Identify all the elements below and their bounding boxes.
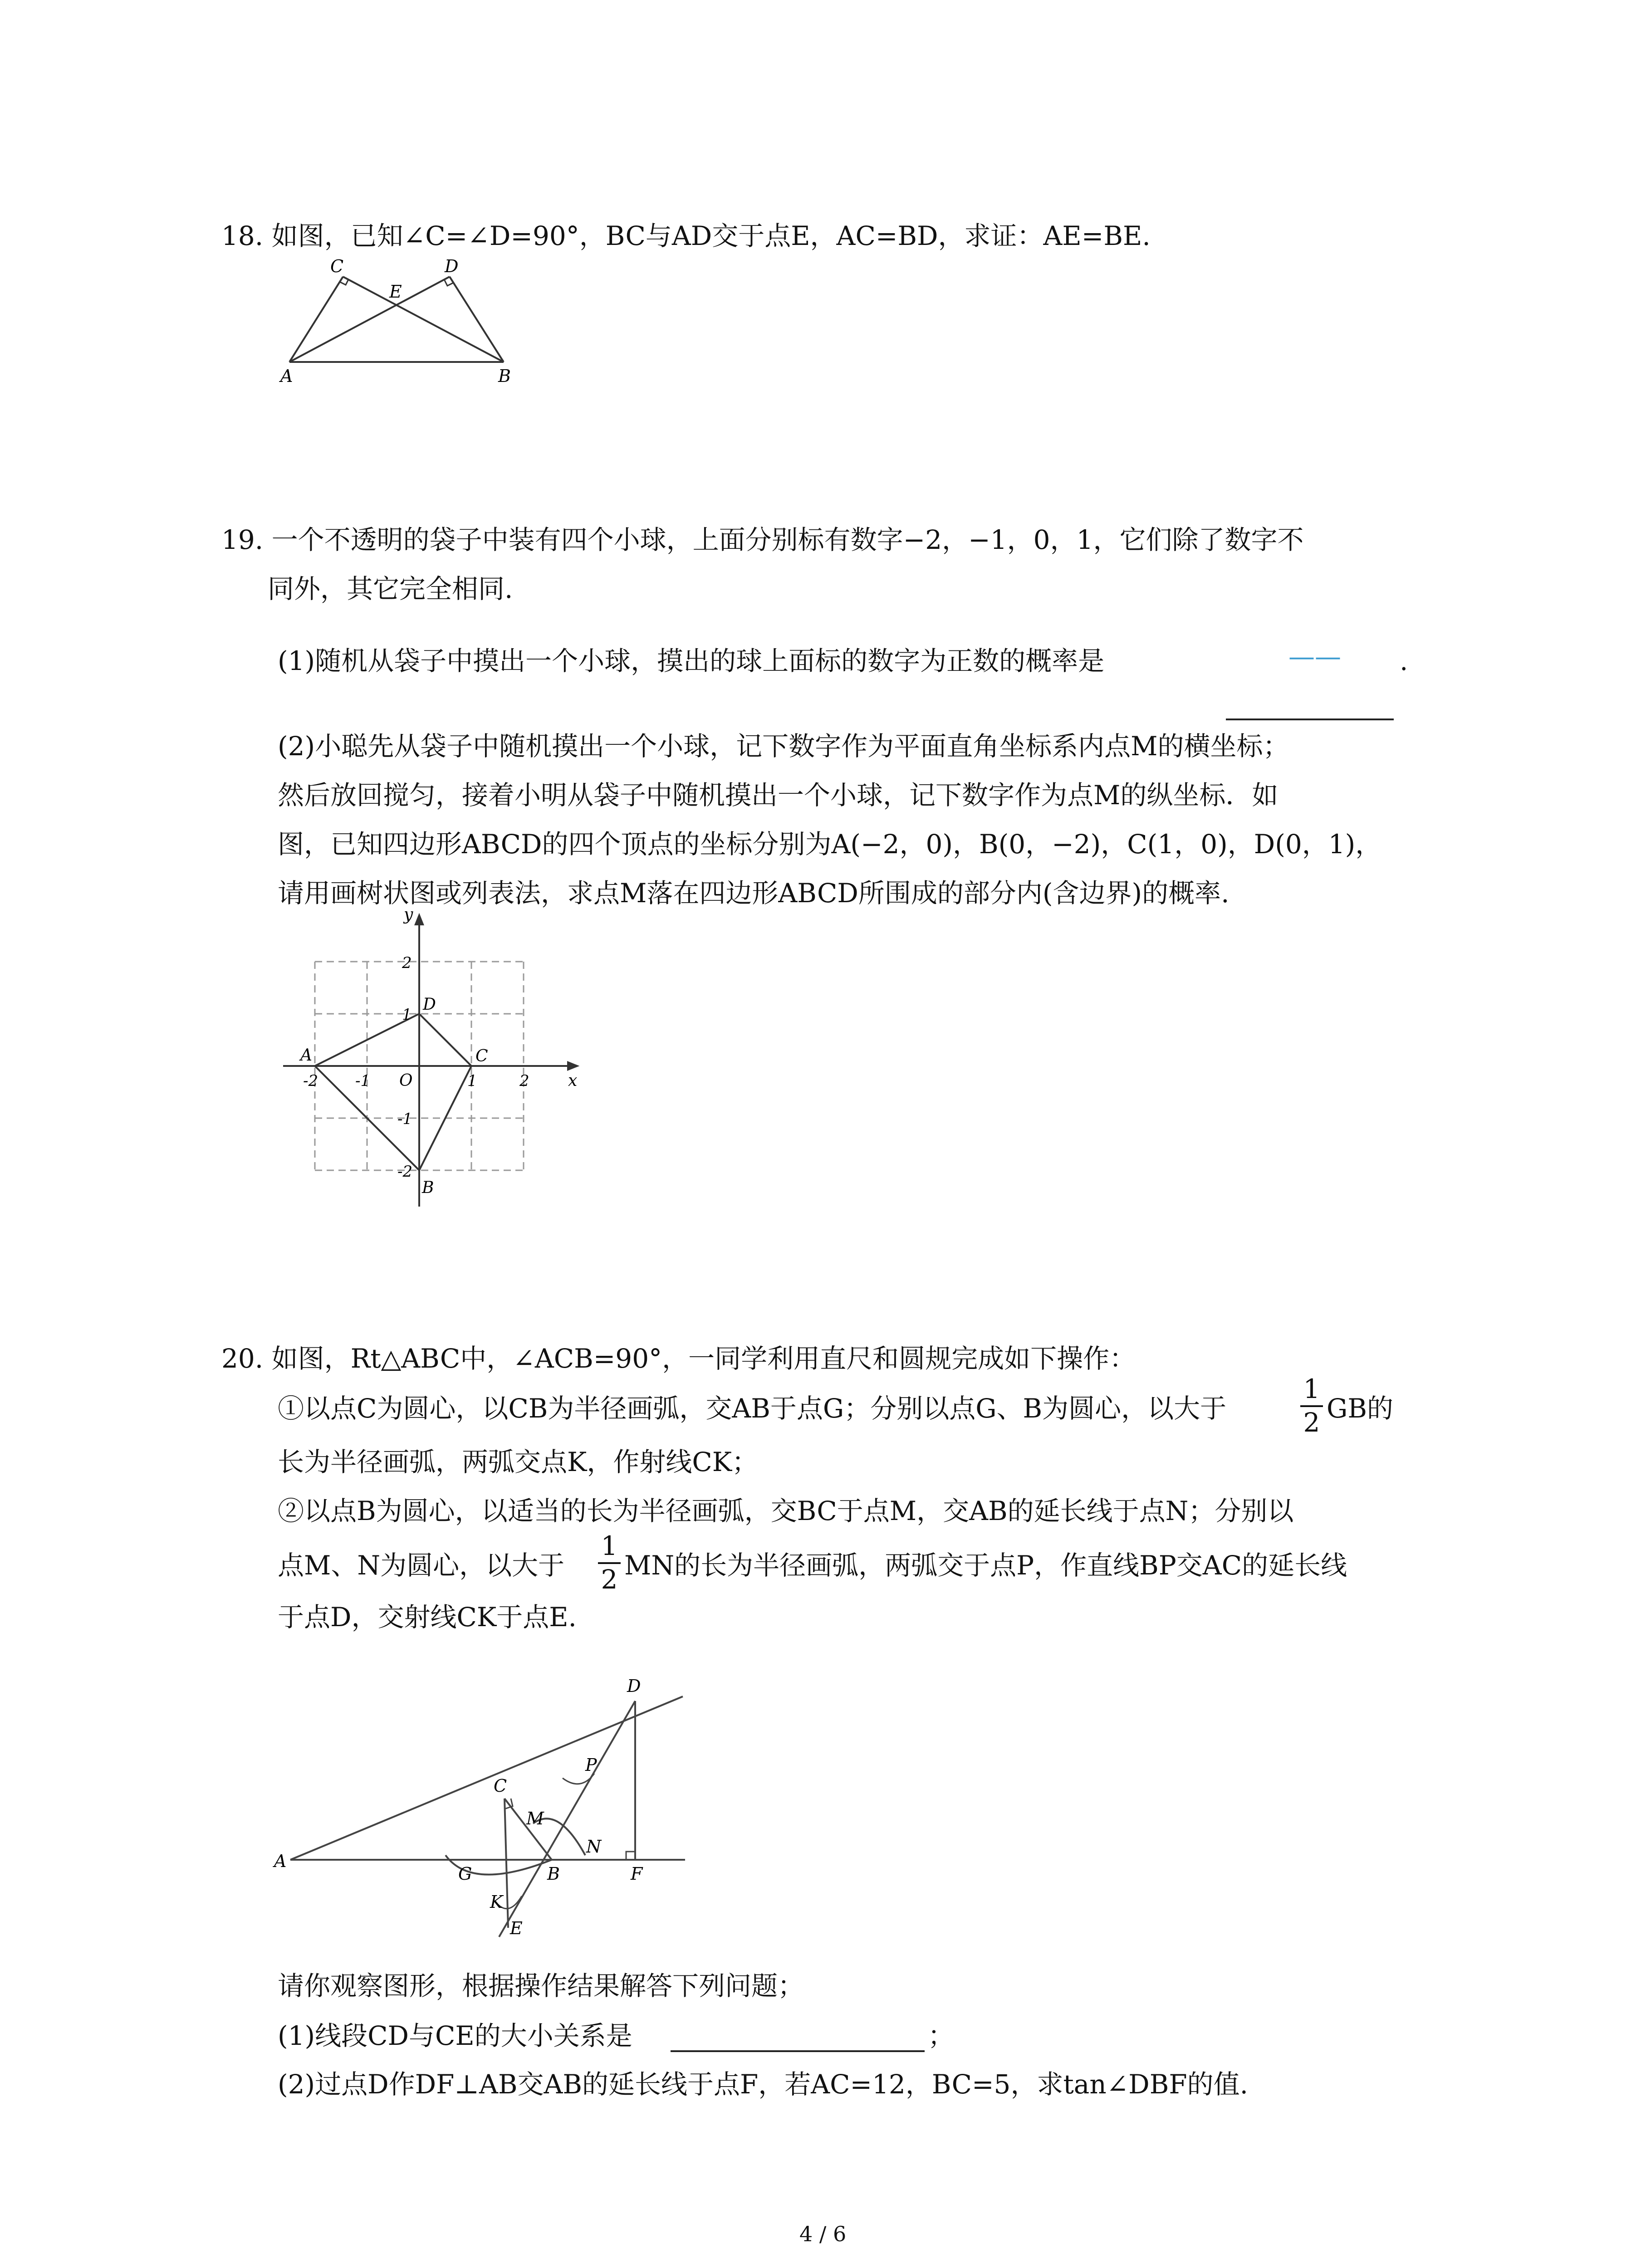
q20-fraction-numerator: 1 [601,1530,618,1561]
q19-y-tick: -1 [397,1110,413,1128]
q20-step2-line3: 于点D，交射线CK于点E. [278,1602,577,1633]
q19-y-tick: 2 [402,954,412,972]
q19-stem-line1: 19. 一个不透明的袋子中装有四个小球，上面分别标有数字−2，−1，0，1，它们除了数字不 [221,524,1304,555]
q20-step1-line1: ①以点C为圆心，以CB为半径画弧，交AB于点G；分别以点G、B为圆心，以大于 [278,1393,1227,1424]
q19-axis-y-label: y [404,905,413,924]
q19-part1-answer: —— [1288,641,1341,672]
q18-label-b: B [498,366,511,386]
q20-observe: 请你观察图形，根据操作结果解答下列问题； [278,1970,804,2001]
q20-step1-line2: 长为半径画弧，两弧交点K，作射线CK； [278,1447,759,1477]
q19-part1-period: . [1400,645,1408,676]
q20-label-p: P [585,1755,597,1775]
q20-step2-line2-end: MN的长为半径画弧，两弧交于点P，作直线BP交AC的延长线 [624,1550,1347,1581]
q20-fraction-denominator: 2 [1303,1407,1320,1438]
q19-quadrilateral-abcd [315,1014,471,1170]
q20-label-e: E [510,1918,523,1938]
q19-x-tick: 2 [519,1072,529,1090]
q19-part2-line3: 图，已知四边形ABCD的四个顶点的坐标分别为A(−2，0)，B(0，−2)，C(1，0)，D(0，1)， [278,829,1382,860]
q19-y-tick: -2 [397,1163,413,1181]
q18-label-e: E [389,282,402,302]
q20-fraction-numerator: 1 [1303,1374,1320,1404]
q19-part2-line1: (2)小聪先从袋子中随机摸出一个小球，记下数字作为平面直角坐标系内点M的横坐标； [278,731,1289,762]
q18-figure [272,254,526,390]
q20-label-a: A [274,1851,287,1871]
q20-step1-line1-end: GB的 [1327,1393,1393,1424]
q19-point-b-label: B [422,1178,434,1197]
q19-y-tick: 1 [402,1006,412,1024]
q20-label-c: C [494,1776,507,1796]
q20-right-angle-f [626,1852,635,1860]
q20-label-k: K [490,1892,503,1912]
q20-step2-line1: ②以点B为圆心，以适当的长为半径画弧，交BC于点M，交AB的延长线于点N；分别以 [278,1496,1294,1526]
q20-label-f: F [631,1864,643,1884]
q19-part1-answer-blank [1226,719,1394,720]
q20-label-n: N [586,1837,602,1857]
q20-part1-end: ； [928,2020,955,2051]
q20-stem: 20. 如图，Rt△ABC中，∠ACB=90°，一同学利用直尺和圆规完成如下操作： [221,1343,1136,1374]
q19-x-tick: -2 [303,1072,318,1090]
q18-label-c: C [330,256,344,276]
q18-label-d: D [445,256,459,276]
q20-part1-answer-blank [671,2050,925,2052]
q19-point-c-label: C [475,1047,488,1066]
q18-stem: 18. 如图，已知∠C=∠D=90°，BC与AD交于点E，AC=BD，求证：AE=BE. [221,220,1151,251]
q20-fraction-denominator: 2 [601,1564,618,1595]
q20-part1: (1)线段CD与CE的大小关系是 [278,2020,632,2051]
q20-arc-p [563,1774,594,1784]
q20-label-m: M [526,1809,544,1828]
q19-y-axis-arrow-icon [416,915,423,924]
q19-stem-line2: 同外，其它完全相同. [268,573,513,604]
q19-origin-label: O [399,1071,413,1090]
q20-segment-cb [505,1799,552,1860]
q19-part2-line4: 请用画树状图或列表法，求点M落在四边形ABCD所围成的部分内(含边界)的概率. [278,878,1230,909]
q19-x-tick: -1 [355,1072,371,1090]
q19-part2-line2: 然后放回搅匀，接着小明从袋子中随机摸出一个小球，记下数字作为点M的纵坐标．如 [278,780,1279,811]
q19-x-tick: 1 [467,1072,477,1090]
q20-part2: (2)过点D作DF⊥AB交AB的延长线于点F，若AC=12，BC=5，求tan∠DBF的值. [278,2069,1249,2100]
q19-x-axis-arrow-icon [568,1062,577,1070]
q20-label-g: G [458,1864,472,1884]
q19-point-a-label: A [300,1046,312,1065]
q20-label-d: D [627,1676,641,1696]
q19-part1: (1)随机从袋子中摸出一个小球，摸出的球上面标的数字为正数的概率是 [278,645,1105,676]
q20-step2-line2-start: 点M、N为圆心，以大于 [278,1550,565,1581]
q20-label-b: B [547,1864,560,1884]
page-number: 4 / 6 [799,2222,847,2246]
q19-axis-x-label: x [568,1071,578,1090]
q19-coordinate-figure [272,907,599,1216]
q18-label-a: A [280,366,293,386]
q19-point-d-label: D [423,995,436,1014]
q20-construction-figure [272,1656,717,1937]
